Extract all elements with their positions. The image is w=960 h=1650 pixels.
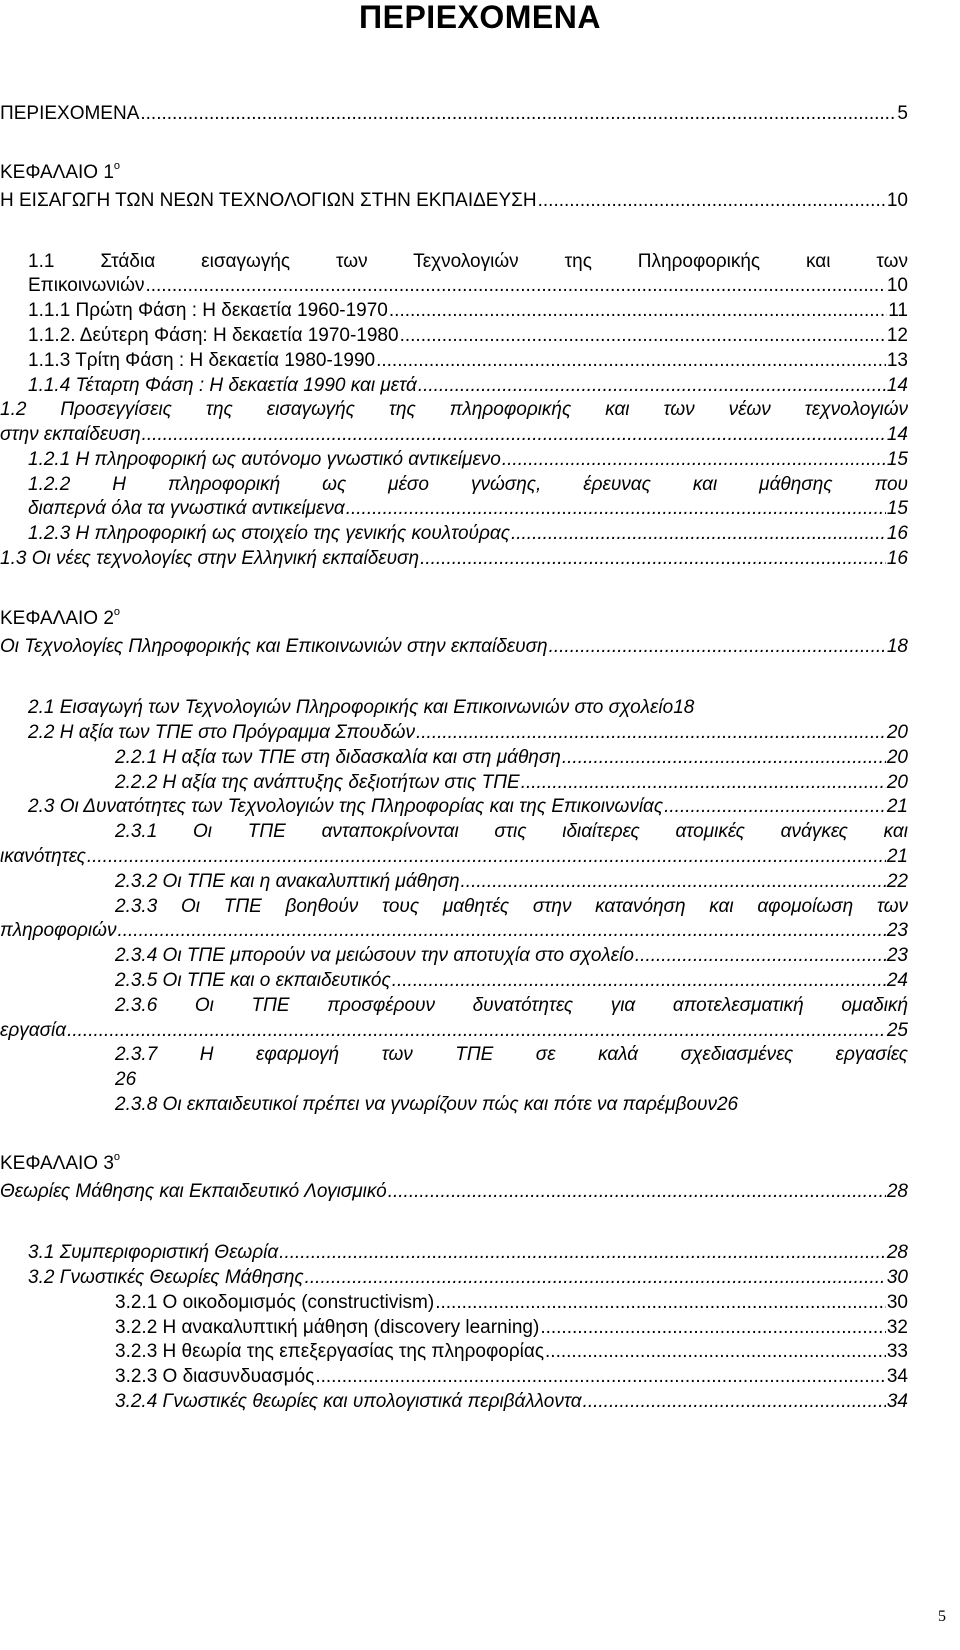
leader-dots [145, 275, 885, 297]
toc-entry-chapter-1[interactable] [0, 190, 908, 212]
toc-entry-text: 1.2.3 Η πληροφορική ως στοιχείο της γενικής κουλτούρας [28, 523, 510, 544]
toc-page-number: 12 [886, 325, 908, 346]
leader-dots [511, 523, 886, 545]
toc-entry-text: 3.2.2 Η ανακαλυπτική μάθηση (discovery learning) [115, 1317, 540, 1338]
toc-entry-3-2-3[interactable] [115, 1341, 908, 1363]
toc-entry-1-1-2[interactable] [28, 325, 908, 347]
chapter-heading [0, 1150, 908, 1175]
toc-entry-3-2-1[interactable] [115, 1292, 908, 1314]
toc-page-number: 24 [886, 970, 908, 991]
toc-entry-text: 1.1 Στάδια εισαγωγής των Τεχνολογιών της Πληροφορικής και των [28, 251, 908, 272]
leader-dots [418, 375, 886, 397]
toc-page-number: 20 [886, 722, 908, 743]
toc-page-number: 14 [886, 375, 908, 396]
toc-page-number: 30 [886, 1267, 908, 1288]
toc-entry-contents[interactable] [0, 103, 908, 125]
toc-entry-text: 1.2 Προσεγγίσεις της εισαγωγής της πληροφορικής και των νέων τεχνολογιών [0, 399, 908, 420]
toc-entry-text: 3.2.1 Ο οικοδομισμός (constructivism) [115, 1292, 435, 1313]
toc-entry-2-2[interactable] [28, 722, 908, 744]
toc-page-number: 32 [886, 1317, 908, 1338]
leader-dots [416, 722, 886, 744]
toc-entry-3-1[interactable] [28, 1242, 908, 1264]
toc-page-number: 14 [886, 424, 908, 445]
toc-entry-1-1-line2[interactable] [28, 275, 908, 297]
toc-entry-1-2-1[interactable] [28, 449, 908, 471]
toc-page-number: 30 [886, 1292, 908, 1313]
toc-page-number: 10 [886, 275, 908, 296]
leader-dots [635, 945, 886, 967]
leader-dots [87, 846, 886, 868]
leader-dots [67, 1020, 886, 1042]
toc-entry-text: 2.3.6 Οι ΤΠΕ προσφέρουν δυνατότητες για αποτελεσματική ομαδική [115, 995, 908, 1016]
toc-page-number: 28 [886, 1242, 908, 1263]
toc-entry-text: πληροφοριών [0, 920, 117, 941]
toc-entry-chapter-3[interactable] [0, 1181, 908, 1203]
leader-dots [521, 772, 886, 794]
toc-entry-1-2-line1[interactable] [0, 399, 908, 421]
toc-page-number: 18 [673, 697, 695, 718]
toc-entry-2-3-6-line2[interactable] [0, 1020, 908, 1042]
toc-entry-2-2-1[interactable] [115, 747, 908, 769]
toc-entry-text: 3.2 Γνωστικές Θεωρίες Μάθησης [28, 1267, 304, 1288]
toc-entry-1-1-3[interactable] [28, 350, 908, 372]
toc-entry-2-3-6-line1[interactable] [115, 995, 908, 1017]
toc-entry-text: 3.2.3 Ο διασυνδυασμός [115, 1366, 315, 1387]
toc-page-number: 11 [888, 300, 908, 321]
toc-entry-text: 2.3.2 Οι ΤΠΕ και η ανακαλυπτική μάθηση [115, 871, 460, 892]
leader-dots [583, 1391, 886, 1413]
toc-entry-text: 1.2.1 Η πληροφορική ως αυτόνομο γνωστικό αντικείμενο [28, 449, 501, 470]
toc-entry-text: 2.2 Η αξία των ΤΠΕ στο Πρόγραμμα Σπουδών [28, 722, 415, 743]
toc-entry-text: εργασία [0, 1020, 67, 1041]
toc-entry-2-3-3-line1[interactable] [115, 896, 908, 918]
toc-page-number: 15 [886, 498, 908, 519]
chapter-heading [0, 159, 908, 184]
toc-entry-3-2-3b[interactable] [115, 1366, 908, 1388]
leader-dots [305, 1267, 886, 1289]
toc-entry-3-2-2[interactable] [115, 1317, 908, 1339]
toc-entry-text: 1.2.2 Η πληροφορική ως μέσο γνώσης, έρευνας και μάθησης που [28, 474, 908, 495]
toc-entry-text: 3.1 Συμπεριφοριστική Θεωρία [28, 1242, 279, 1263]
ordinal-superscript: ο [113, 605, 121, 618]
toc-entry-2-2-2[interactable] [115, 772, 908, 794]
toc-entry-3-2[interactable] [28, 1267, 908, 1289]
toc-entry-text: 2.3.5 Οι ΤΠΕ και ο εκπαιδευτικός [115, 970, 391, 991]
toc-entry-text: 2.3.7 Η εφαρμογή των ΤΠΕ σε καλά σχεδιασμένες εργασίες [115, 1044, 908, 1065]
toc-page-number: 21 [886, 846, 908, 867]
toc-entry-2-3-4[interactable] [115, 945, 908, 967]
toc-entry-text: 2.2.1 Η αξία των ΤΠΕ στη διδασκαλία και στη μάθηση [115, 747, 561, 768]
toc-page-number: 33 [886, 1341, 908, 1362]
toc-entry-text: 1.3 Οι νέες τεχνολογίες στην Ελληνική εκπαίδευση [0, 548, 420, 569]
toc-entry-text: στην εκπαίδευση [0, 424, 141, 445]
toc-page-number: 15 [886, 449, 908, 470]
toc-page-number: 23 [886, 920, 908, 941]
toc-entry-text: 3.2.3 Η θεωρία της επεξεργασίας της πληροφορίας [115, 1341, 545, 1362]
toc-entry-chapter-2[interactable] [0, 636, 908, 658]
leader-dots [545, 1341, 886, 1363]
toc-page-number: 28 [886, 1181, 908, 1202]
leader-dots [117, 920, 885, 942]
toc-entry-text: 2.3.8 Οι εκπαιδευτικοί πρέπει να γνωρίζουν πώς και πότε να παρέμβουν [115, 1094, 717, 1115]
toc-entry-3-2-4[interactable] [115, 1391, 908, 1413]
leader-dots [538, 190, 886, 212]
toc-page-number: 23 [886, 945, 908, 966]
toc-entry-2-3-7-line2[interactable] [115, 1069, 908, 1091]
toc-page-number: 13 [886, 350, 908, 371]
toc-entry-text: 1.1.1 Πρώτη Φάση : Η δεκαετία 1960-1970 [28, 300, 388, 321]
leader-dots [376, 350, 886, 372]
toc-entry-1-1-1[interactable] [28, 300, 908, 322]
ordinal-superscript: ο [113, 159, 121, 172]
toc-entry-text: διαπερνά όλα τα γνωστικά αντικείμενα [28, 498, 345, 519]
toc-page-number: 25 [886, 1020, 908, 1041]
leader-dots [279, 1242, 886, 1264]
toc-page-number: 16 [886, 523, 908, 544]
toc-entry-2-3[interactable] [28, 796, 908, 818]
toc-page-number: 5 [897, 103, 908, 124]
toc-entry-2-3-2[interactable] [115, 871, 908, 893]
leader-dots [392, 970, 886, 992]
toc-page-number: 21 [886, 796, 908, 817]
leader-dots [435, 1292, 886, 1314]
chapter-label: ΚΕΦΑΛΑΙΟ 1 [0, 162, 114, 183]
page-title: ΠΕΡΙΕΧΟΜΕΝΑ [359, 0, 601, 35]
toc-entry-1-2-3[interactable] [28, 523, 908, 545]
toc-entry-text: 2.2.2 Η αξία της ανάπτυξης δεξιοτήτων στις ΤΠΕ [115, 772, 520, 793]
leader-dots [388, 1181, 886, 1203]
toc-entry-text: Οι Τεχνολογίες Πληροφορικής και Επικοινωνιών στην εκπαίδευση [0, 636, 548, 657]
toc-page-number: 18 [886, 636, 908, 657]
toc-entry-text: Επικοινωνιών [28, 275, 145, 296]
leader-dots [346, 498, 886, 520]
toc-page-number: 20 [886, 772, 908, 793]
leader-dots [549, 636, 886, 658]
toc-entry-2-3-8[interactable] [115, 1094, 908, 1116]
toc-entry-text: 2.3.3 Οι ΤΠΕ βοηθούν τους μαθητές στην κατανόηση και αφομοίωση των [115, 896, 908, 917]
chapter-label: ΚΕΦΑΛΑΙΟ 3 [0, 1153, 114, 1174]
toc-entry-1-2-2-line2[interactable] [28, 498, 908, 520]
toc-page-number: 26 [115, 1069, 137, 1090]
toc-entry-1-2-line2[interactable] [0, 424, 908, 446]
leader-dots [400, 325, 886, 347]
toc-entry-2-3-3-line2[interactable] [0, 920, 908, 942]
toc-entry-1-1-4[interactable] [28, 375, 908, 397]
toc-page-number: 34 [886, 1366, 908, 1387]
toc-page-number: 10 [886, 190, 908, 211]
leader-dots [562, 747, 886, 769]
toc-entry-2-1[interactable] [28, 697, 908, 719]
toc-entry-text: 1.1.3 Τρίτη Φάση : Η δεκαετία 1980-1990 [28, 350, 376, 371]
chapter-heading [0, 605, 908, 630]
leader-dots [540, 1317, 886, 1339]
toc-page-number: 16 [886, 548, 908, 569]
toc-page-number: 22 [886, 871, 908, 892]
chapter-label: ΚΕΦΑΛΑΙΟ 2 [0, 608, 114, 629]
toc-entry-text: 2.3.4 Οι ΤΠΕ μπορούν να μειώσουν την αποτυχία στο σχολείο [115, 945, 634, 966]
page-number: 5 [938, 1608, 946, 1625]
leader-dots [315, 1366, 886, 1388]
toc-entry-text: 3.2.4 Γνωστικές θεωρίες και υπολογιστικά περιβάλλοντα [115, 1391, 582, 1412]
toc-entry-text: 1.1.2. Δεύτερη Φάση: Η δεκαετία 1970-1980 [28, 325, 399, 346]
leader-dots [142, 424, 886, 446]
toc-entry-1-3[interactable] [0, 548, 908, 570]
toc-entry-text: 2.3.1 Οι ΤΠΕ ανταποκρίνονται στις ιδιαίτερες ατομικές ανάγκες και [115, 821, 908, 842]
ordinal-superscript: ο [113, 1150, 121, 1163]
toc-entry-2-3-7-line1[interactable] [115, 1044, 908, 1066]
toc-page-number: 34 [886, 1391, 908, 1412]
toc-entry-2-3-1-line1[interactable] [115, 821, 908, 843]
toc-entry-text: 2.1 Εισαγωγή των Τεχνολογιών Πληροφορικής και Επικοινωνιών στο σχολείο [28, 697, 674, 718]
toc-entry-2-3-5[interactable] [115, 970, 908, 992]
toc-entry-text: Θεωρίες Μάθησης και Εκπαιδευτικό Λογισμικό [0, 1181, 387, 1202]
leader-dots [140, 103, 896, 125]
toc-entry-1-2-2-line1[interactable] [28, 474, 908, 496]
toc-page-number: 26 [716, 1094, 739, 1115]
toc-entry-text: ΠΕΡΙΕΧΟΜΕΝΑ [0, 103, 140, 124]
leader-dots [389, 300, 887, 322]
toc-entry-2-3-1-line2[interactable] [0, 846, 908, 868]
toc-entry-text: Η ΕΙΣΑΓΩΓΗ ΤΩΝ ΝΕΩΝ ΤΕΧΝΟΛΟΓΙΩΝ ΣΤΗΝ ΕΚΠΑΙΔΕΥΣΗ [0, 190, 537, 211]
toc-entry-1-1-line1[interactable] [28, 251, 908, 273]
leader-dots [420, 548, 886, 570]
leader-dots [664, 796, 886, 818]
toc-entry-text: 1.1.4 Τέταρτη Φάση : Η δεκαετία 1990 και μετά [28, 375, 417, 396]
toc-entry-text: 2.3 Οι Δυνατότητες των Τεχνολογιών της Πληροφορίας και της Επικοινωνίας [28, 796, 664, 817]
leader-dots [502, 449, 886, 471]
leader-dots [461, 871, 886, 893]
toc-page-number: 20 [886, 747, 908, 768]
toc-entry-text: ικανότητες [0, 846, 86, 867]
